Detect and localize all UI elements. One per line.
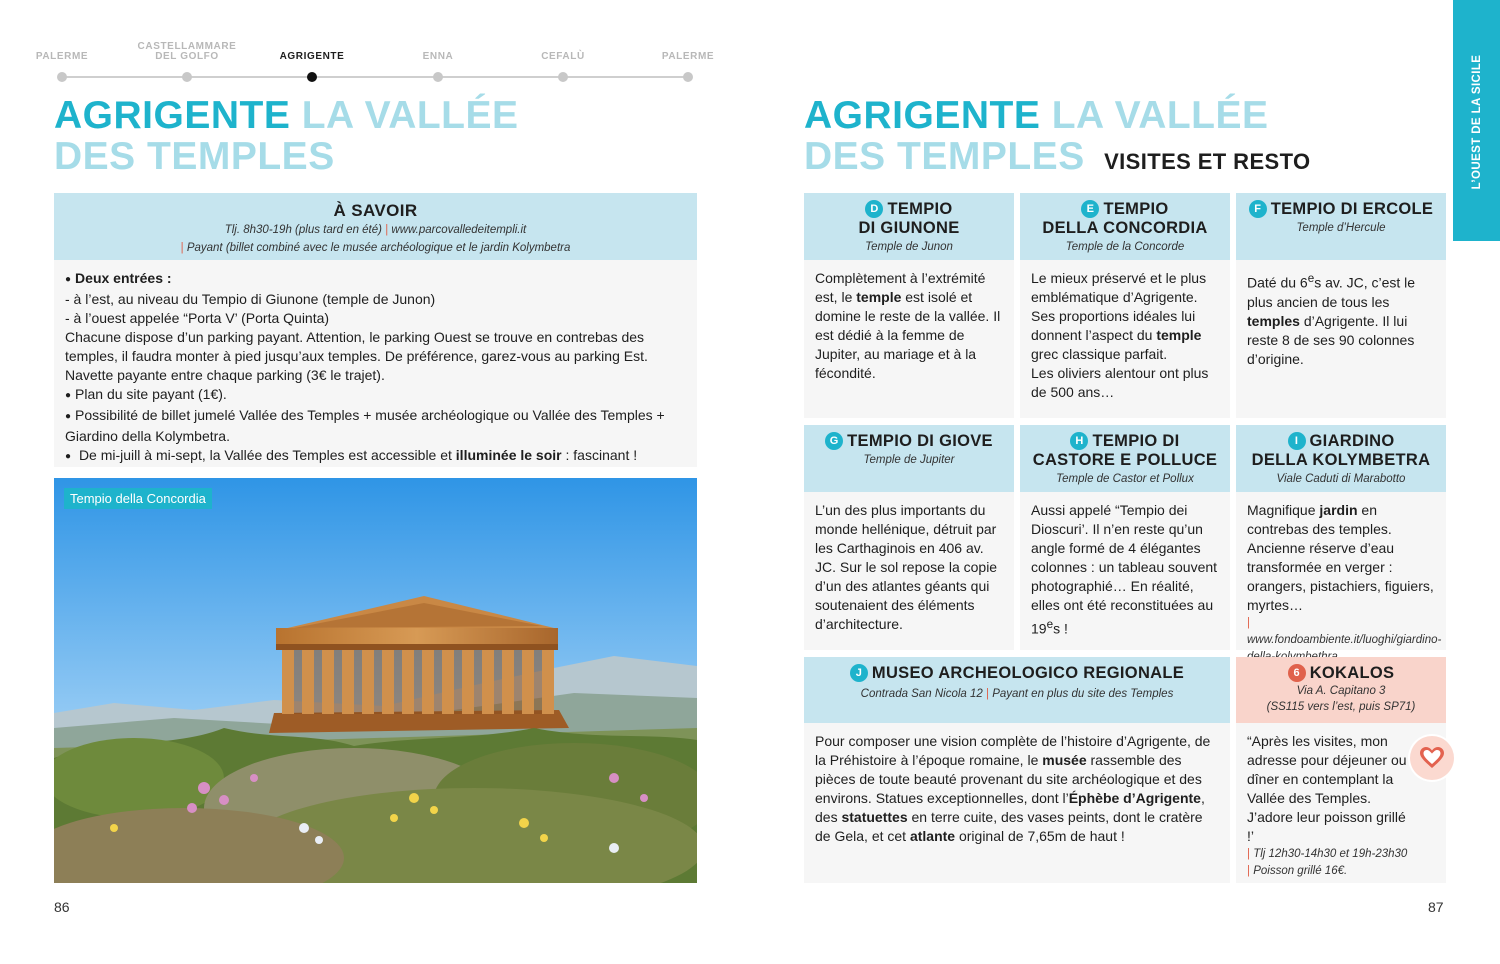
a-savoir-hours	[54, 221, 697, 239]
text: original de 7,65m de haut !	[958, 828, 1125, 844]
timeline-dot	[57, 72, 67, 82]
card-header	[1236, 193, 1446, 260]
timeline-stop-cefalu[interactable]	[503, 38, 623, 88]
chapter-side-tab[interactable]	[1453, 0, 1500, 241]
right-page-title	[804, 95, 1311, 182]
title-line: TEMPIO DI ERCOLE	[1270, 200, 1434, 218]
timeline-stop-castellammare[interactable]	[127, 38, 247, 88]
title-line: DELLA KOLYMBETRA	[1251, 451, 1431, 469]
map-marker-icon: D	[865, 200, 883, 218]
illumination-info	[65, 446, 686, 467]
photo-caption: Tempio della Concordia	[64, 488, 212, 509]
price-info	[1247, 863, 1408, 880]
title-part-temples: DES TEMPLES	[804, 135, 1085, 178]
text: s !	[1053, 620, 1068, 637]
card-title	[1020, 432, 1230, 451]
title-line: TEMPIO DI GIOVE	[847, 432, 993, 450]
card-title	[804, 664, 1230, 683]
title-line: TEMPIO	[887, 200, 953, 218]
website-link[interactable]: www.parcovalledeitempli.it	[391, 224, 527, 236]
card-subtitle: Viale Caduti di Marabotto	[1276, 473, 1406, 485]
entries-heading	[65, 269, 686, 290]
card-title	[804, 432, 1014, 451]
timeline-dot	[433, 72, 443, 82]
a-savoir-title: À SAVOIR	[333, 201, 418, 220]
timeline-stop-enna[interactable]	[378, 38, 498, 88]
bold-text: temple	[856, 289, 902, 305]
card-tempio-della-concordia	[1020, 193, 1230, 418]
title-line: GIARDINO	[1309, 432, 1395, 450]
quote: “Après les visites, mon adresse pour déjeuner ou dîner en contemplant la Vallée des Temples. J’adore leur poisson grillé !’	[1247, 733, 1407, 844]
text: Complètement à l’extrémité est, le	[815, 270, 986, 305]
timeline-stop-palerme-end[interactable]	[628, 38, 748, 88]
timeline-stop-agrigente[interactable]	[252, 38, 372, 88]
temple-illustration	[54, 478, 697, 883]
card-header	[1236, 425, 1446, 492]
card-museo-archeologico	[804, 657, 1230, 883]
text: en contrebas des temples. Ancienne réserve d’eau transformée en verger : orangers, pistachiers, figuiers, myrtes…	[1247, 502, 1434, 613]
title-part-vallee: LA VALLÉE	[1051, 94, 1269, 137]
text: Pour composer une vision complète de l’histoire d’Agrigente, de la Préhistoire à l’époque romaine, le	[815, 733, 1211, 768]
page-number-right: 87	[1428, 899, 1444, 915]
illum-post: : fascinant !	[565, 447, 638, 463]
title-line: KOKALOS	[1309, 664, 1395, 682]
timeline-stop-label: PALERME	[35, 51, 89, 62]
separator: |	[1247, 848, 1250, 860]
page-subtitle: VISITES ET RESTO	[1104, 149, 1311, 174]
card-title	[1236, 200, 1446, 219]
card-subtitle: Temple de Castor et Pollux	[1056, 473, 1194, 485]
billet-info	[65, 406, 686, 446]
heart-icon	[1419, 746, 1445, 770]
bold-text: temple	[1156, 327, 1202, 343]
card-subtitle: Temple de Junon	[865, 241, 953, 253]
card-text	[804, 260, 1014, 383]
card-subtitle: Temple de la Concorde	[1065, 241, 1185, 253]
bold-text: musée	[1042, 752, 1087, 768]
card-text	[1236, 492, 1446, 666]
card-tempio-di-giove	[804, 425, 1014, 650]
card-subtitle: Temple de Jupiter	[863, 454, 955, 466]
title-line: CASTORE E POLLUCE	[1032, 451, 1218, 469]
map-marker-icon: G	[825, 432, 843, 450]
title-part-agrigente: AGRIGENTE	[54, 94, 291, 137]
card-subtitle	[804, 685, 1230, 703]
separator: |	[180, 242, 184, 254]
text: s av. JC, c’est le plus ancien de tous les	[1247, 274, 1416, 310]
bold-text: statuettes	[841, 809, 908, 825]
separator: |	[985, 688, 989, 700]
illum-pre: De mi-juill à mi-sept, la Vallée des Temples est accessible et	[78, 447, 452, 463]
billet-text: Possibilité de billet jumelé Vallée des Temples + musée archéologique ou Vallée des Temples + Giardino della Kolymbetra.	[65, 407, 665, 444]
text: rassemble des pièces de toute beauté provenant du site archéologique et des environs. Statues exceptionnelles, dont l’	[815, 752, 1202, 806]
card-address: Via A. Capitano 3	[1296, 685, 1386, 697]
superscript: e	[1307, 272, 1315, 285]
card-giardino-della-kolymbetra	[1236, 425, 1446, 650]
text: Daté du 6	[1247, 274, 1308, 291]
timeline-dot	[683, 72, 693, 82]
superscript: e	[1046, 618, 1054, 631]
title-line: TEMPIO	[1103, 200, 1169, 218]
map-marker-icon: F	[1249, 200, 1267, 218]
restaurant-marker-icon: 6	[1288, 664, 1306, 682]
left-page-title	[54, 95, 519, 177]
card-header	[1020, 193, 1230, 260]
timeline-stop-palerme-start[interactable]	[2, 38, 122, 88]
title-part-vallee: LA VALLÉE	[301, 94, 519, 137]
bold-text: temples	[1247, 312, 1300, 329]
text: , des	[815, 790, 1205, 825]
bold-text: jardin	[1319, 502, 1358, 518]
page-number-left: 86	[54, 899, 70, 915]
text: grec classique parfait.	[1031, 346, 1168, 362]
entry-east: - à l’est, au niveau du Tempio di Giunone (temple de Junon)	[65, 291, 436, 307]
title-line: DI GIUNONE	[858, 219, 960, 237]
card-title	[1020, 200, 1230, 219]
hours: Tlj 12h30-14h30 et 19h-23h30	[1253, 848, 1408, 860]
parking-info: Chacune dispose d’un parking payant. Attention, le parking Ouest se trouve en contrebas des temples, il faudra monter à pied jusqu’aux temples. De préférence, garez-vous au parking Est. Navette payante entre chaque parking (3€ le trajet).	[65, 329, 648, 383]
entry-west: - à l’ouest appelée “Porta V’ (Porta Quinta)	[65, 310, 330, 326]
card-subtitle: Temple d’Hercule	[1296, 222, 1386, 234]
text: Aussi appelé “Tempio dei Dioscuri’. Il n’en reste qu’un angle formé de 4 élégantes colonnes : un tableau souvent photographié… En réalité, elles ont été reconstituées au 19	[1031, 502, 1218, 637]
map-marker-icon: I	[1288, 432, 1306, 450]
card-title	[1236, 664, 1446, 683]
timeline-dot-active	[307, 72, 317, 82]
timeline-stop-label: CEFALÙ	[541, 51, 585, 62]
map-marker-icon: H	[1070, 432, 1088, 450]
card-directions: (SS115 vers l’est, puis SP71)	[1266, 701, 1416, 713]
price: Payant en plus du site des Temples	[992, 688, 1174, 700]
card-header	[804, 657, 1230, 723]
text: est isolé et domine le reste de la vallée. Il est dédié à la femme de Jupiter, au mariage et à la fécondité.	[815, 289, 1001, 381]
timeline-dot	[558, 72, 568, 82]
chapter-tab-label: L’OUEST DE LA SICILE	[1470, 54, 1483, 190]
bold-text: atlante	[909, 828, 956, 844]
text: en terre cuite, des vases peints, dont le cratère de Gela, et cet	[815, 809, 1203, 844]
card-header	[804, 425, 1014, 492]
timeline-dot	[182, 72, 192, 82]
temple-photo	[54, 478, 697, 883]
a-savoir-header	[54, 193, 697, 260]
text: Les oliviers alentour ont plus de 500 ans…	[1031, 365, 1209, 400]
a-savoir-box	[54, 193, 697, 467]
route-timeline	[34, 38, 724, 88]
price-text: Payant (billet combiné avec le musée archéologique et le jardin Kolymbetra	[186, 242, 571, 254]
card-title	[1236, 432, 1446, 451]
timeline-stop-label: CASTELLAMMARE DEL GOLFO	[137, 41, 237, 62]
entries-title: Deux entrées :	[75, 270, 172, 286]
separator: |	[1247, 865, 1250, 877]
heart-favorite-icon	[1410, 736, 1454, 780]
card-text	[1020, 492, 1230, 639]
timeline-stop-label: PALERME	[661, 51, 715, 62]
card-text: L’un des plus importants du monde hellénique, détruit par les Carthaginois en 406 av. JC. Sur le sol repose la copie d’un des atlantes géants qui soutenaient des éléments d’architecture.	[815, 502, 998, 632]
card-header	[1020, 425, 1230, 492]
map-marker-icon: J	[850, 664, 868, 682]
opening-hours	[1247, 846, 1408, 863]
separator: |	[1247, 617, 1250, 629]
text: Magnifique	[1247, 502, 1316, 518]
map-marker-icon: E	[1081, 200, 1099, 218]
title-line: DELLA CONCORDIA	[1042, 219, 1208, 237]
a-savoir-body	[54, 260, 697, 467]
card-tempio-di-ercole	[1236, 193, 1446, 418]
title-line: MUSEO ARCHEOLOGICO REGIONALE	[871, 664, 1185, 682]
title-line: TEMPIO DI	[1092, 432, 1180, 450]
separator: |	[385, 224, 389, 236]
card-header	[1236, 657, 1446, 723]
card-text	[1236, 260, 1446, 369]
timeline-stop-label: AGRIGENTE	[279, 51, 345, 62]
plan-text: Plan du site payant (1€).	[75, 386, 227, 402]
timeline-stop-label: ENNA	[422, 51, 454, 62]
card-header	[804, 193, 1014, 260]
title-part-agrigente: AGRIGENTE	[804, 94, 1041, 137]
plan-info	[65, 385, 686, 406]
title-part-temples: DES TEMPLES	[54, 135, 335, 178]
hours-text: Tlj. 8h30-19h (plus tard en été)	[224, 224, 382, 236]
card-title	[804, 200, 1014, 219]
address: Contrada San Nicola 12	[860, 688, 983, 700]
card-tempio-di-castore-e-polluce	[1020, 425, 1230, 650]
a-savoir-price	[54, 239, 697, 257]
text: d’Agrigente. Il lui reste 8 de ses 90 colonnes d’origine.	[1247, 312, 1415, 367]
text: Le mieux préservé et le plus emblématique d’Agrigente. Ses proportions idéales lui donnent l’aspect du	[1031, 270, 1207, 343]
card-text	[1020, 260, 1230, 402]
illum-bold: illuminée le soir	[455, 447, 562, 463]
bold-text: Éphèbe d’Agrigente	[1068, 790, 1201, 806]
card-text	[804, 723, 1230, 846]
price: Poisson grillé 16€.	[1253, 865, 1348, 877]
card-tempio-di-giunone	[804, 193, 1014, 418]
website-link[interactable]: www.fondoambiente.it/luoghi/giardino-	[1247, 634, 1442, 646]
